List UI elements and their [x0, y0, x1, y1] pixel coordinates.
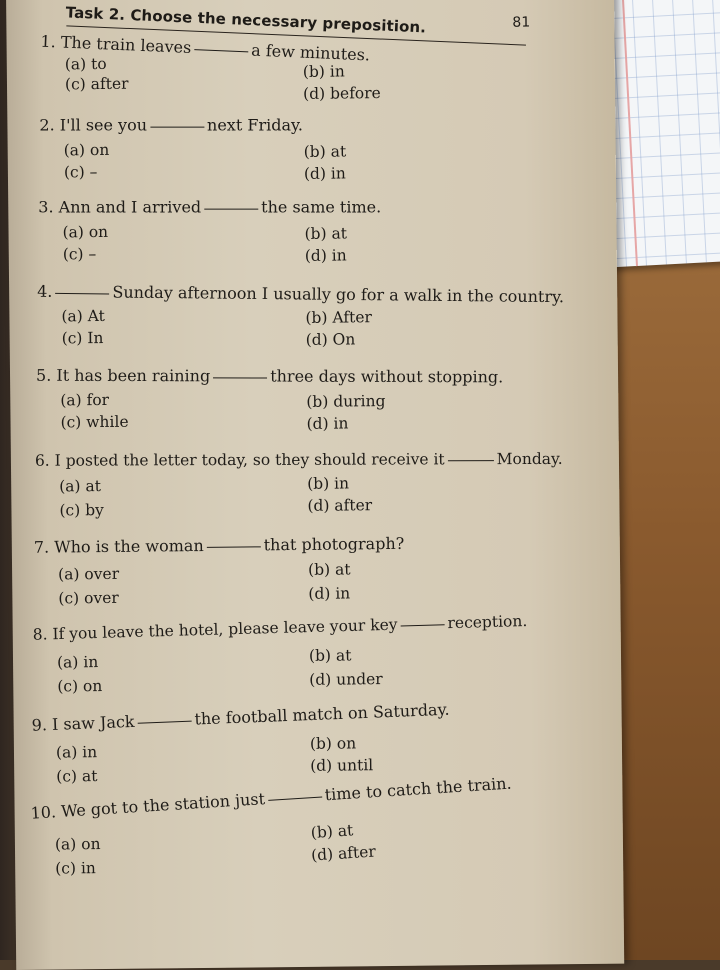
option-a[interactable]: (a) for [60, 390, 110, 410]
option-a[interactable]: (a) in [56, 653, 99, 672]
question-text-before: I saw Jack [51, 711, 135, 734]
question-text-before: Ann and I arrived [58, 197, 202, 217]
option-d[interactable]: (d) in [308, 584, 351, 603]
answer-blank[interactable] [194, 48, 248, 52]
option-d[interactable]: (d) On [305, 330, 356, 349]
page-number: 81 [512, 14, 531, 31]
task-title: Task 2. Choose the necessary preposition. [65, 3, 427, 37]
option-a[interactable]: (a) at [59, 477, 102, 496]
question-text-after: the football match on Saturday. [194, 699, 450, 729]
question-text-after: time to catch the train. [324, 773, 513, 805]
question-8-text [33, 612, 528, 644]
option-a[interactable]: (a) on [54, 835, 101, 854]
question-number: 2. [39, 115, 55, 135]
question-text-after: that photograph? [263, 533, 405, 555]
question-number: 1. [40, 31, 57, 52]
option-c[interactable]: (c) In [61, 328, 104, 348]
question-text-before: If you leave the hotel, please leave your key [52, 615, 398, 644]
option-a[interactable]: (a) on [63, 140, 110, 160]
book-page [6, 0, 624, 970]
option-c[interactable]: (c) at [56, 767, 98, 786]
option-d[interactable]: (d) before [303, 84, 381, 103]
question-text-after: reception. [447, 611, 528, 633]
question-6-text [35, 450, 563, 470]
option-b[interactable]: (b) After [305, 308, 372, 327]
question-10-text [30, 774, 512, 823]
option-d[interactable]: (d) in [303, 164, 346, 183]
question-number: 10. [30, 802, 57, 823]
question-text-after: three days without stopping. [270, 366, 504, 387]
answer-blank[interactable] [138, 719, 192, 723]
option-c[interactable]: (c) on [57, 677, 103, 696]
question-text-after: a few minutes. [250, 40, 371, 65]
answer-blank[interactable] [213, 376, 267, 378]
question-text-before: The train leaves [60, 32, 192, 57]
question-2-text [39, 116, 303, 135]
option-a[interactable]: (a) over [58, 564, 120, 584]
option-d[interactable]: (d) in [304, 246, 347, 265]
option-c[interactable]: (c) by [59, 501, 104, 520]
option-b[interactable]: (b) during [306, 392, 386, 411]
option-a[interactable]: (a) on [62, 222, 109, 242]
answer-blank[interactable] [150, 125, 204, 127]
option-d[interactable]: (d) after [310, 842, 377, 865]
answer-blank[interactable] [268, 795, 322, 800]
option-b[interactable]: (b) on [309, 734, 357, 753]
question-7-text [34, 534, 405, 557]
answer-blank[interactable] [207, 545, 261, 548]
question-text-before: It has been raining [56, 365, 211, 386]
option-c[interactable]: (c) in [55, 859, 96, 878]
option-c[interactable]: (c) after [64, 74, 129, 94]
question-text-before: I'll see you [59, 115, 148, 135]
option-c[interactable]: (c) – [62, 245, 97, 264]
question-number: 6. [34, 451, 50, 470]
answer-blank[interactable] [448, 459, 494, 461]
option-d[interactable]: (d) after [307, 496, 373, 515]
option-c[interactable]: (c) while [60, 412, 129, 432]
option-b[interactable]: (b) at [303, 142, 347, 161]
option-d[interactable]: (d) under [309, 670, 383, 689]
question-3-text [38, 198, 381, 217]
option-b[interactable]: (b) at [307, 560, 351, 579]
option-d[interactable]: (d) until [310, 756, 374, 775]
option-a[interactable]: (a) to [64, 54, 107, 74]
answer-blank[interactable] [204, 207, 258, 209]
option-c[interactable]: (c) – [63, 163, 98, 182]
option-b[interactable]: (b) at [304, 224, 348, 243]
option-c[interactable]: (c) over [58, 588, 119, 608]
question-5-text [36, 366, 503, 387]
option-b[interactable]: (b) in [302, 62, 345, 81]
question-number: 4. [37, 281, 53, 301]
option-d[interactable]: (d) in [306, 414, 349, 433]
question-4-text [37, 282, 564, 307]
option-b[interactable]: (b) at [310, 821, 354, 842]
question-number: 5. [36, 365, 52, 385]
question-number: 3. [38, 197, 54, 217]
answer-blank[interactable] [55, 291, 109, 294]
option-a[interactable]: (a) in [55, 743, 98, 762]
question-9-text [31, 700, 450, 735]
question-text-before: Who is the woman [54, 535, 204, 557]
notebook-margin-line [622, 0, 638, 266]
option-b[interactable]: (b) in [307, 474, 350, 493]
question-text-after: Sunday afternoon I usually go for a walk in the country. [112, 282, 565, 307]
question-text-after: next Friday. [207, 115, 303, 135]
option-b[interactable]: (b) at [308, 646, 352, 665]
question-text-before: We got to the station just [60, 789, 266, 821]
answer-blank[interactable] [401, 623, 445, 626]
question-number: 9. [31, 715, 48, 735]
question-text-after: Monday. [496, 449, 563, 469]
question-text-before: I posted the letter today, so they should receive it [54, 450, 445, 470]
question-number: 7. [33, 537, 50, 557]
option-a[interactable]: (a) At [61, 306, 105, 326]
question-number: 8. [32, 625, 48, 644]
question-text-after: the same time. [261, 197, 382, 217]
